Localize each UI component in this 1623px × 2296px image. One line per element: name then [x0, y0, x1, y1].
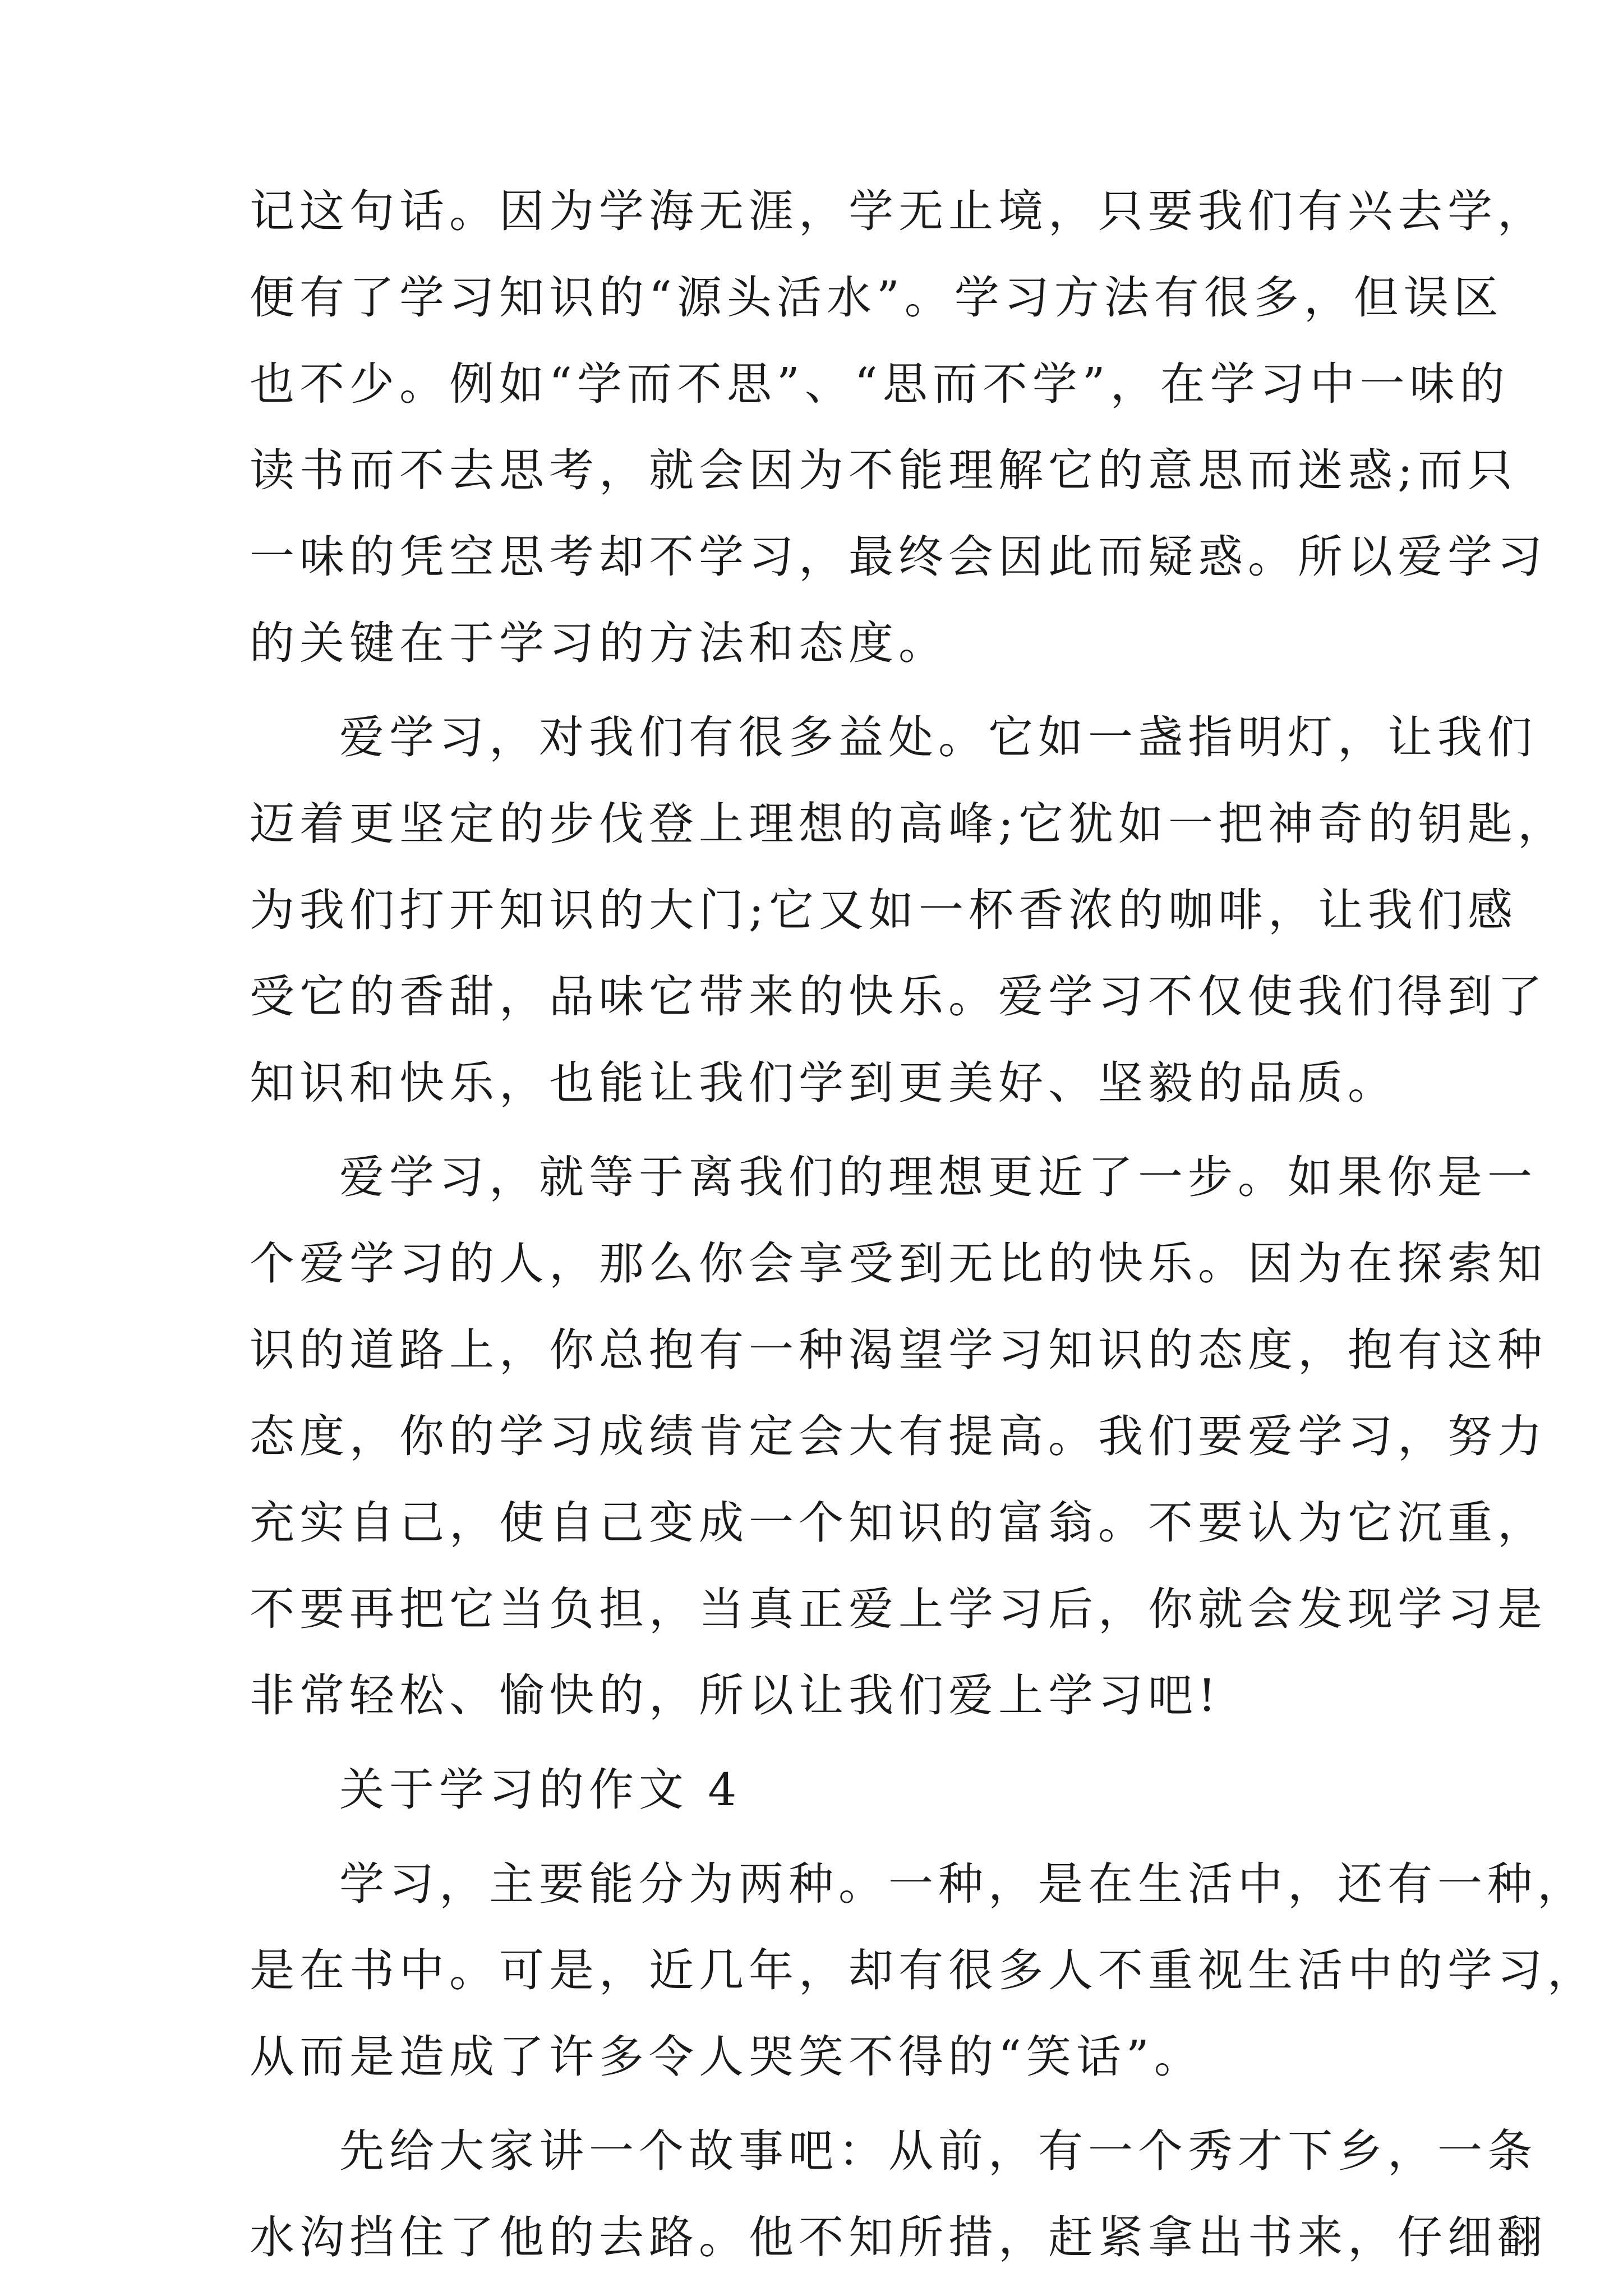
text-line: 爱学习，对我们有很多益处。它如一盏指明灯，让我们	[339, 711, 1537, 763]
text-line: 个爱学习的人，那么你会享受到无比的快乐。因为在探索知	[250, 1237, 1547, 1290]
section-heading: 关于学习的作文 4	[339, 1764, 742, 1816]
text-line: 识的道路上，你总抱有一种渴望学习知识的态度，抱有这种	[250, 1324, 1547, 1376]
text-line: 迈着更坚定的步伐登上理想的高峰;它犹如一把神奇的钥匙，	[250, 798, 1567, 850]
text-line: 为我们打开知识的大门;它又如一杯香浓的咖啡，让我们感	[250, 884, 1518, 936]
text-line: 充实自己，使自己变成一个知识的富翁。不要认为它沉重，	[250, 1497, 1547, 1549]
text-line: 知识和快乐，也能让我们学到更美好、坚毅的品质。	[250, 1057, 1398, 1109]
text-line: 水沟挡住了他的去路。他不知所措，赶紧拿出书来，仔细翻	[250, 2211, 1547, 2263]
text-line: 非常轻松、愉快的，所以让我们爱上学习吧!	[250, 1669, 1221, 1722]
text-line: 一味的凭空思考却不学习，最终会因此而疑惑。所以爱学习	[250, 531, 1547, 583]
text-line: 读书而不去思考，就会因为不能理解它的意思而迷惑;而只	[250, 444, 1518, 496]
text-line: 受它的香甜，品味它带来的快乐。爱学习不仅使我们得到了	[250, 970, 1547, 1023]
text-line: 学习，主要能分为两种。一种，是在生活中，还有一种，	[339, 1858, 1587, 1910]
text-line: 是在书中。可是，近几年，却有很多人不重视生活中的学习，	[250, 1944, 1597, 1996]
text-line: 记这句话。因为学海无涯，学无止境，只要我们有兴去学，	[250, 185, 1547, 237]
text-line: 从而是造成了许多令人哭笑不得的“笑话”。	[250, 2031, 1204, 2083]
text-line: 先给大家讲一个故事吧：从前，有一个秀才下乡，一条	[339, 2125, 1537, 2177]
text-line: 态度，你的学习成绩肯定会大有提高。我们要爱学习，努力	[250, 1410, 1547, 1462]
text-line: 的关键在于学习的方法和态度。	[250, 617, 948, 669]
text-line: 不要再把它当负担，当真正爱上学习后，你就会发现学习是	[250, 1583, 1547, 1635]
text-line: 爱学习，就等于离我们的理想更近了一步。如果你是一	[339, 1151, 1537, 1203]
text-line: 便有了学习知识的“源头活水”。学习方法有很多，但误区	[250, 272, 1504, 324]
text-line: 也不少。例如“学而不思”、“思而不学”，在学习中一味的	[250, 358, 1510, 410]
